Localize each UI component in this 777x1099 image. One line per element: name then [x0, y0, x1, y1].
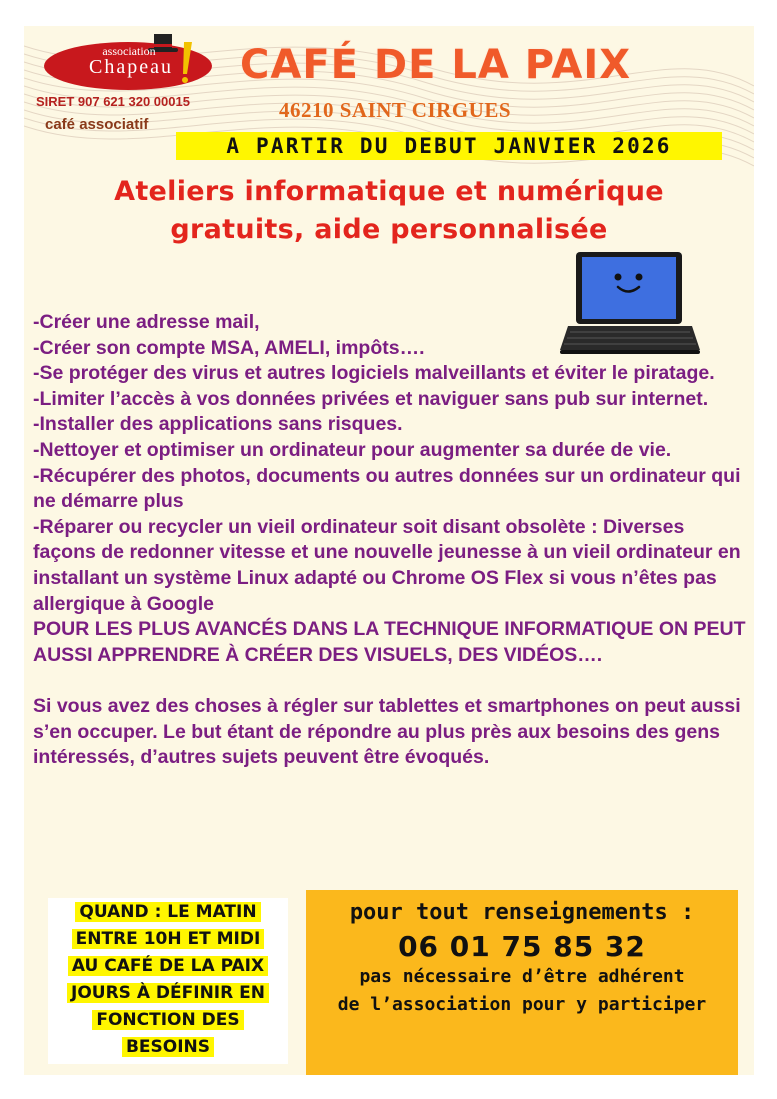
list-item: -Limiter l’accès à vos données privées et naviguer sans pub sur internet. — [33, 387, 709, 410]
closing-paragraph: Si vous avez des choses à régler sur tablettes et smartphones on peut aussi s’en occuper. Le but étant de répondre au plus près aux besoins des gens intéressés, d’autres sujets peuvent être évoqués. — [33, 694, 741, 769]
cafe-associatif-label: café associatif — [45, 116, 149, 133]
contact-info-box — [306, 890, 738, 1075]
schedule-line: QUAND : LE MATIN — [75, 902, 260, 922]
list-item: -Réparer ou recycler un vieil ordinateur soit disant obsolète : Diverses façons de redonner vitesse et une nouvelle jeunesse à un vieil ordinateur en installant un système Linux adapté ou Chrome OS Flex si vous n’êtes pas allergique à Google — [33, 515, 741, 615]
flyer-page — [24, 26, 754, 1075]
schedule-line: AU CAFÉ DE LA PAIX — [68, 956, 268, 976]
logo-small-text: association — [102, 44, 156, 58]
list-item: -Nettoyer et optimiser un ordinateur pour augmenter sa durée de vie. — [33, 438, 672, 461]
location-subtitle: 46210 SAINT CIRGUES — [279, 98, 511, 122]
schedule-line: JOURS À DÉFINIR EN — [67, 983, 269, 1003]
list-item: -Installer des applications sans risques. — [33, 413, 403, 436]
headline-line-2: gratuits, aide personnalisée — [170, 214, 608, 245]
list-item: -Créer son compte MSA, AMELI, impôts…. — [33, 336, 425, 359]
schedule-line: ENTRE 10H ET MIDI — [72, 929, 265, 949]
schedule-box — [48, 898, 288, 1064]
date-banner: A PARTIR DU DEBUT JANVIER 2026 — [176, 132, 722, 160]
schedule-line: FONCTION DES — [92, 1010, 243, 1030]
list-item: POUR LES PLUS AVANCÉS DANS LA TECHNIQUE INFORMATIQUE ON PEUT AUSSI APPRENDRE À CRÉER DES VISUELS, DES VIDÉOS…. — [33, 618, 746, 666]
list-item: -Créer une adresse mail, — [33, 311, 260, 333]
association-chapeau-logo — [34, 28, 234, 98]
membership-note-line-2: de l’association pour y participer — [337, 994, 707, 1015]
siret-number: SIRET 907 621 320 00015 — [36, 94, 190, 109]
contact-title: pour tout renseignements : — [349, 900, 695, 925]
logo-name-text: Chapeau — [89, 56, 173, 78]
list-item: -Récupérer des photos, documents ou autres données sur un ordinateur qui ne démarre plus — [33, 464, 741, 513]
headline-line-1: Ateliers informatique et numérique — [114, 176, 664, 207]
page-title: CAFÉ DE LA PAIX — [240, 42, 632, 88]
schedule-line: BESOINS — [122, 1037, 214, 1057]
list-item: -Se protéger des virus et autres logiciels malveillants et éviter le piratage. — [33, 362, 715, 385]
membership-note-line-1: pas nécessaire d’être adhérent — [359, 966, 685, 987]
services-list — [33, 310, 748, 771]
phone-number: 06 01 75 85 32 — [398, 930, 646, 963]
